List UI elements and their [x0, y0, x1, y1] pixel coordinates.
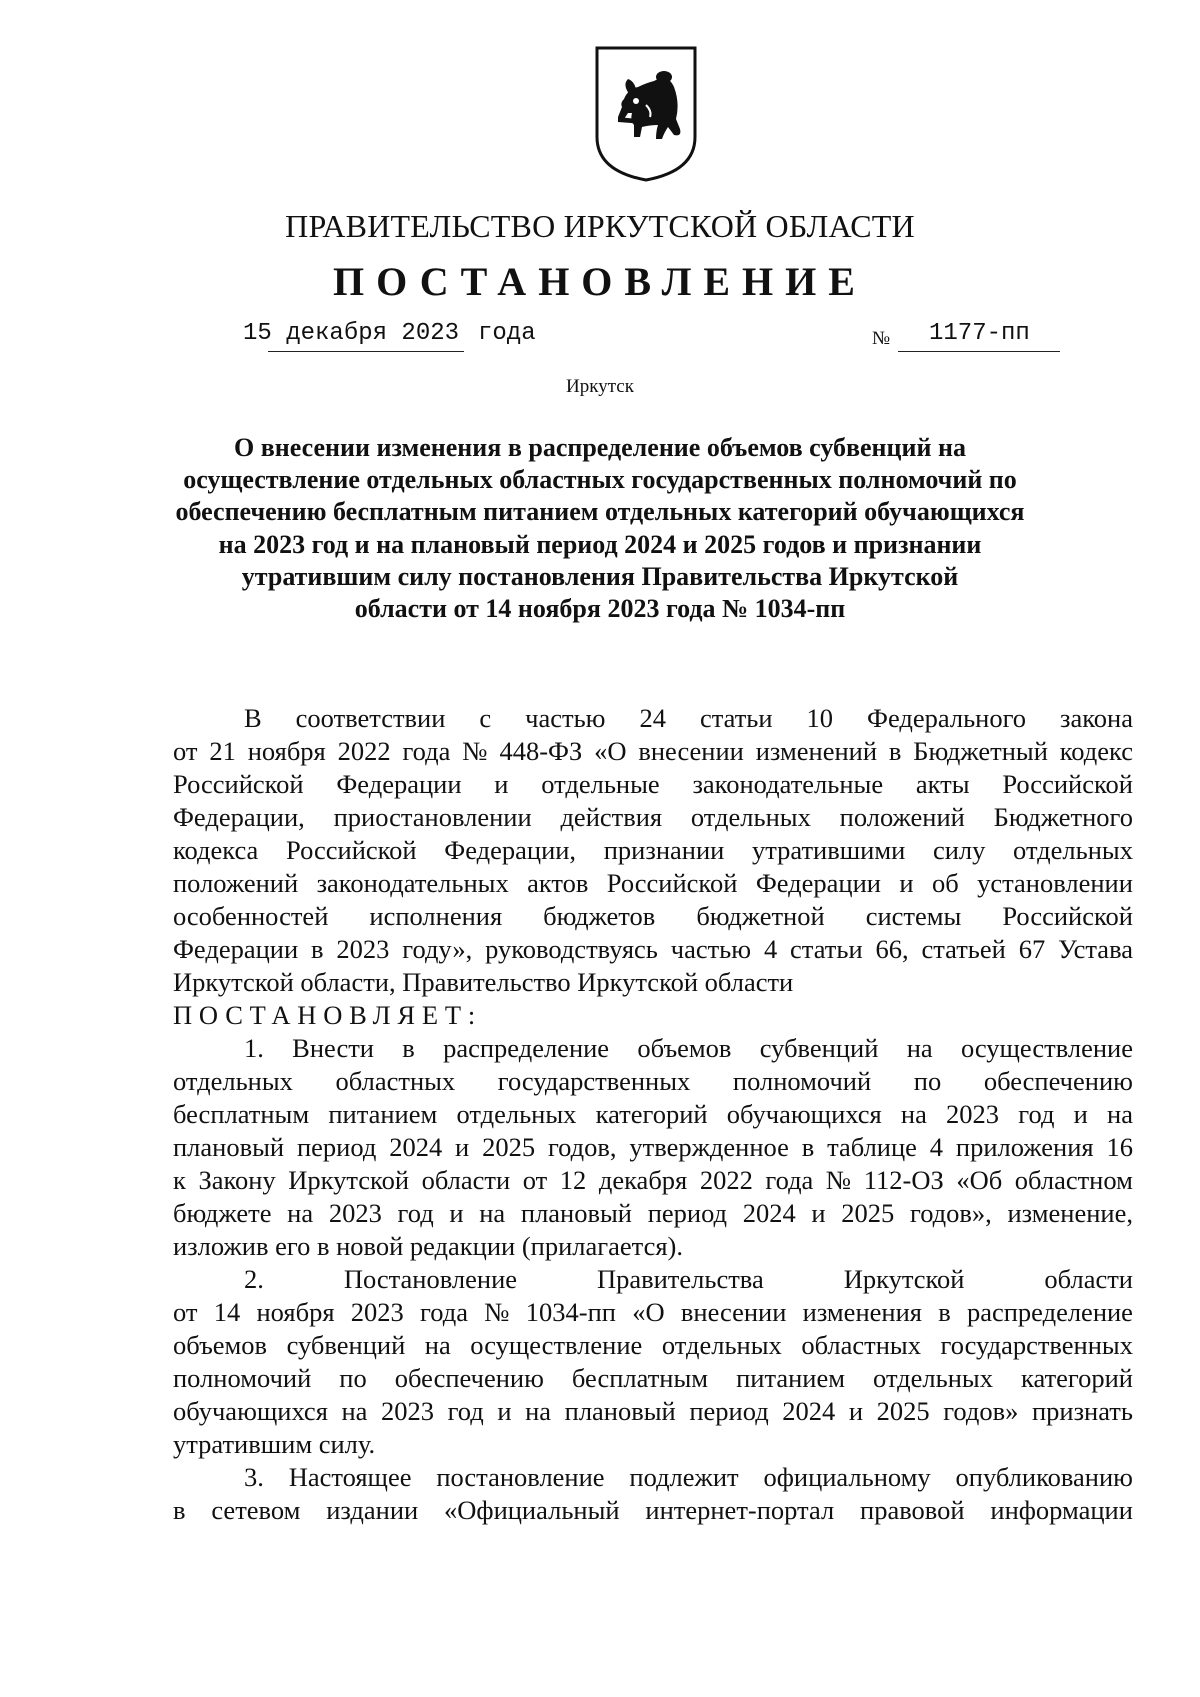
- body-word: в: [311, 934, 324, 964]
- body-word: распределение: [966, 1297, 1133, 1327]
- body-word: на: [341, 1396, 368, 1426]
- body-word: объемов: [173, 1330, 268, 1360]
- body-word: руководствуясь: [485, 934, 658, 964]
- body-word: отдельных: [661, 1330, 782, 1360]
- body-word: по: [913, 1066, 942, 1096]
- body-word: Внести: [292, 1033, 374, 1063]
- body-word: полномочий: [173, 1363, 312, 1393]
- body-word: плановый: [564, 1396, 676, 1426]
- body-word: годов»: [943, 1396, 1019, 1426]
- body-word: годов»,: [909, 1198, 992, 1228]
- body-word: и: [1073, 1099, 1088, 1129]
- body-word: положений: [173, 868, 299, 898]
- title-line: О внесении изменения в распределение объемов субвенций на: [234, 433, 966, 462]
- body-word: статьи: [699, 703, 773, 733]
- body-word: области: [421, 1165, 511, 1195]
- body-line: [173, 1164, 1133, 1197]
- body-word: Постановление: [343, 1264, 518, 1294]
- body-word: особенностей: [173, 901, 329, 931]
- body-word: ноября: [256, 1297, 335, 1327]
- body-word: №: [462, 736, 488, 766]
- body-word: к: [173, 1165, 186, 1195]
- body-word: положений: [839, 802, 965, 832]
- body-word: В: [244, 703, 262, 733]
- body-word: и: [497, 1396, 512, 1426]
- body-word: государственных: [497, 1066, 691, 1096]
- body-word: «О: [594, 736, 627, 766]
- body-word: период: [296, 1132, 377, 1162]
- body-word: 2023: [328, 1198, 382, 1228]
- body-word: внесении: [680, 1297, 787, 1327]
- body-word: 1.: [244, 1033, 264, 1063]
- title-line: осуществление отдельных областных государственных полномочий по: [183, 465, 1017, 495]
- date-suffix: года: [478, 320, 536, 347]
- body-word: изменений: [755, 736, 878, 766]
- body-word: 4: [929, 1132, 944, 1162]
- document-number: 1177-пп: [929, 320, 1030, 347]
- body-line: [173, 1065, 1133, 1098]
- number-sign: №: [872, 328, 891, 349]
- body-word: областных: [335, 1066, 456, 1096]
- body-word: законодательные: [692, 769, 884, 799]
- body-line: утратившим силу.: [173, 1429, 376, 1459]
- body-word: субвенций: [286, 1330, 406, 1360]
- body-word: приложения: [955, 1132, 1094, 1162]
- body-word: частью: [670, 934, 752, 964]
- body-word: актов: [527, 868, 589, 898]
- body-line: Иркутской области, Правительство Иркутской области: [173, 967, 794, 997]
- body-word: законодательных: [316, 868, 509, 898]
- body-line: ПОСТАНОВЛЯЕТ:: [173, 1000, 483, 1030]
- body-word: обучающихся: [726, 1099, 882, 1129]
- body-word: и: [811, 1198, 826, 1228]
- body-word: Российской: [1002, 901, 1133, 931]
- body-line: [173, 933, 1133, 966]
- body-line: [173, 1032, 1133, 1065]
- body-word: год: [1018, 1099, 1055, 1129]
- body-word: 2024: [389, 1132, 443, 1162]
- body-word: категорий: [595, 1099, 708, 1129]
- body-word: 2025: [482, 1132, 536, 1162]
- body-line: [173, 834, 1133, 867]
- body-word: 2025: [841, 1198, 895, 1228]
- body-word: году»,: [402, 934, 473, 964]
- body-word: отдельных: [173, 1066, 293, 1096]
- body-word: от: [173, 1297, 198, 1327]
- body-word: 67: [1018, 934, 1046, 964]
- city-name: Иркутск: [566, 376, 634, 397]
- title-line: обеспечению бесплатным питанием отдельных категорий обучающихся: [175, 497, 1025, 527]
- document-date: 15 декабря 2023: [243, 320, 460, 347]
- body-word: Федерации,: [173, 802, 305, 832]
- body-word: 2023: [336, 934, 390, 964]
- body-word: и: [848, 1396, 864, 1426]
- body-word: осуществление: [470, 1330, 643, 1360]
- title-line: на 2023 год и на плановый период 2024 и 2025 годов и признании: [218, 529, 982, 559]
- body-word: 3.: [244, 1462, 264, 1492]
- body-word: объемов: [637, 1033, 732, 1063]
- body-word: отдельные: [541, 769, 660, 799]
- body-word: информации: [990, 1495, 1133, 1525]
- body-word: года: [420, 1297, 468, 1327]
- body-word: годов,: [547, 1132, 617, 1162]
- body-word: на: [287, 1198, 314, 1228]
- body-word: постановление: [436, 1462, 605, 1492]
- body-word: соответствии: [295, 703, 446, 733]
- body-word: таблице: [827, 1132, 917, 1162]
- body-line: [173, 702, 1133, 735]
- government-name: ПРАВИТЕЛЬСТВО ИРКУТСКОЙ ОБЛАСТИ: [285, 208, 915, 244]
- body-word: отдельных: [1013, 835, 1133, 865]
- body-word: и: [899, 868, 914, 898]
- body-word: закона: [1060, 703, 1133, 733]
- body-word: период: [647, 1198, 728, 1228]
- body-word: Российской: [173, 769, 304, 799]
- date-underline: [268, 351, 464, 352]
- body-word: и: [494, 769, 509, 799]
- body-word: и: [449, 1198, 464, 1228]
- body-word: №: [825, 1165, 852, 1195]
- body-word: год: [447, 1396, 484, 1426]
- body-line: [173, 1395, 1133, 1428]
- body-line: [173, 867, 1133, 900]
- body-word: 2024: [782, 1396, 836, 1426]
- body-word: отдельных: [690, 802, 811, 832]
- body-word: Федерального: [867, 703, 1027, 733]
- body-line: [173, 1197, 1133, 1230]
- body-word: субвенций: [759, 1033, 879, 1063]
- body-word: 448-ФЗ: [499, 736, 583, 766]
- body-line: [173, 801, 1133, 834]
- body-word: официальному: [763, 1462, 931, 1492]
- body-word: интернет-портал: [645, 1495, 835, 1525]
- body-word: 24: [639, 703, 666, 733]
- body-line: [173, 1098, 1133, 1131]
- body-word: исполнения: [369, 901, 503, 931]
- body-word: плановый: [520, 1198, 632, 1228]
- body-word: 2.: [244, 1264, 264, 1294]
- body-word: силу: [932, 835, 986, 865]
- document-body: [173, 702, 1133, 1527]
- body-word: Федерации: [755, 868, 881, 898]
- body-word: приостановлении: [333, 802, 532, 832]
- body-word: категорий: [1021, 1363, 1133, 1393]
- body-word: кодекса: [173, 835, 259, 865]
- body-word: Российской: [286, 835, 417, 865]
- body-word: питанием: [328, 1099, 438, 1129]
- body-word: года: [402, 736, 451, 766]
- body-line: [173, 1296, 1133, 1329]
- document-title: [150, 432, 1050, 625]
- body-word: бюджетов: [543, 901, 656, 931]
- body-line: [173, 1362, 1133, 1395]
- body-word: с: [479, 703, 492, 733]
- body-line: [173, 1461, 1133, 1494]
- body-line: [173, 1131, 1133, 1164]
- body-word: 66,: [875, 934, 909, 964]
- document-type: ПОСТАНОВЛЕНИЕ: [333, 259, 867, 304]
- body-word: ноября: [247, 736, 326, 766]
- body-word: в: [888, 736, 902, 766]
- body-word: издании: [326, 1495, 419, 1525]
- body-word: отдельных: [873, 1363, 993, 1393]
- body-word: Иркутской: [843, 1264, 965, 1294]
- body-word: 16: [1106, 1132, 1133, 1162]
- body-word: бюджетной: [696, 901, 825, 931]
- body-word: внесении: [638, 736, 744, 766]
- body-word: 2025: [876, 1396, 930, 1426]
- body-word: системы: [865, 901, 962, 931]
- body-word: 4: [763, 934, 778, 964]
- body-word: декабря: [598, 1165, 688, 1195]
- body-word: Иркутской: [288, 1165, 410, 1195]
- body-word: 112-ОЗ: [863, 1165, 944, 1195]
- body-word: обеспечению: [983, 1066, 1133, 1096]
- body-word: установлении: [977, 868, 1133, 898]
- body-word: период: [689, 1396, 769, 1426]
- body-word: бесплатным: [571, 1363, 709, 1393]
- body-word: Закону: [198, 1165, 276, 1195]
- body-word: области: [1044, 1264, 1133, 1294]
- number-underline: [898, 351, 1060, 352]
- body-word: от: [173, 736, 198, 766]
- body-line: [173, 900, 1133, 933]
- body-word: полномочий: [732, 1066, 872, 1096]
- body-word: утвержденное: [629, 1132, 789, 1162]
- body-word: на: [900, 1099, 927, 1129]
- body-word: №: [484, 1297, 510, 1327]
- body-line: [173, 768, 1133, 801]
- body-word: признать: [1031, 1396, 1133, 1426]
- body-word: распределение: [443, 1033, 610, 1063]
- body-word: бюджете: [173, 1198, 272, 1228]
- body-word: на: [906, 1033, 933, 1063]
- body-word: на: [1107, 1099, 1133, 1129]
- body-word: областном: [1014, 1165, 1133, 1195]
- body-word: в: [938, 1297, 951, 1327]
- body-word: изменения: [802, 1297, 922, 1327]
- title-line: области от 14 ноября 2023 года № 1034-пп: [354, 594, 846, 624]
- body-word: на: [424, 1330, 451, 1360]
- body-word: в: [801, 1132, 815, 1162]
- body-word: 2024: [742, 1198, 796, 1228]
- body-word: питанием: [736, 1363, 846, 1393]
- body-word: и: [455, 1132, 470, 1162]
- body-word: 2023: [381, 1396, 434, 1426]
- body-word: обучающихся: [173, 1396, 328, 1426]
- body-word: действия: [560, 802, 663, 832]
- body-word: Правительства: [596, 1264, 764, 1294]
- body-word: признании: [603, 835, 725, 865]
- body-word: обеспечению: [394, 1363, 544, 1393]
- body-line: [173, 1494, 1133, 1527]
- body-word: кодекс: [1059, 736, 1133, 766]
- body-word: от: [522, 1165, 548, 1195]
- body-word: 2023: [946, 1099, 1000, 1129]
- body-word: опубликованию: [955, 1462, 1133, 1492]
- body-word: 10: [806, 703, 834, 733]
- coat-of-arms-icon: [594, 45, 698, 183]
- body-word: по: [339, 1363, 367, 1393]
- title-line: утратившим силу постановления Правительства Иркутской: [241, 561, 959, 591]
- body-word: подлежит: [629, 1462, 739, 1492]
- body-word: Российской: [606, 868, 738, 898]
- body-word: утратившими: [751, 835, 906, 865]
- body-word: года: [765, 1165, 814, 1195]
- body-word: осуществление: [960, 1033, 1133, 1063]
- body-word: об: [931, 868, 959, 898]
- body-word: 14: [213, 1297, 241, 1327]
- body-word: 2022: [337, 736, 391, 766]
- body-word: Федерации: [173, 934, 299, 964]
- body-word: Настоящее: [288, 1462, 412, 1492]
- body-word: плановый: [173, 1132, 285, 1162]
- body-word: статьей: [921, 934, 1006, 964]
- body-line: [173, 1263, 1133, 1296]
- body-word: частью: [525, 703, 606, 733]
- body-word: Устава: [1058, 934, 1133, 964]
- body-word: 1034-пп: [525, 1297, 616, 1327]
- body-word: Бюджетного: [993, 802, 1133, 832]
- body-word: 2022: [699, 1165, 753, 1195]
- body-word: правовой: [860, 1495, 965, 1525]
- body-word: Бюджетный: [913, 736, 1048, 766]
- body-word: «О: [632, 1297, 665, 1327]
- body-line: [173, 1329, 1133, 1362]
- body-word: статьи: [790, 934, 863, 964]
- body-word: сетевом: [211, 1495, 301, 1525]
- body-word: 21: [209, 736, 236, 766]
- body-word: государственных: [940, 1330, 1133, 1360]
- body-word: 12: [559, 1165, 587, 1195]
- body-word: акты: [915, 769, 970, 799]
- body-word: «Об: [956, 1165, 1003, 1195]
- body-line: изложив его в новой редакции (прилагается).: [173, 1231, 683, 1261]
- body-word: отдельных: [456, 1099, 577, 1129]
- body-word: год: [397, 1198, 434, 1228]
- body-word: областных: [801, 1330, 921, 1360]
- body-word: Российской: [1002, 769, 1133, 799]
- body-word: изменение,: [1007, 1198, 1133, 1228]
- body-word: «Официальный: [444, 1495, 620, 1525]
- date-number-row: [0, 320, 1200, 360]
- body-word: в: [173, 1495, 186, 1525]
- body-word: в: [402, 1033, 415, 1063]
- body-word: на: [479, 1198, 506, 1228]
- body-word: бесплатным: [173, 1099, 310, 1129]
- body-word: 2023: [350, 1297, 404, 1327]
- body-word: Федерации: [336, 769, 462, 799]
- body-word: на: [525, 1396, 552, 1426]
- body-line: [173, 735, 1133, 768]
- body-word: Федерации,: [444, 835, 577, 865]
